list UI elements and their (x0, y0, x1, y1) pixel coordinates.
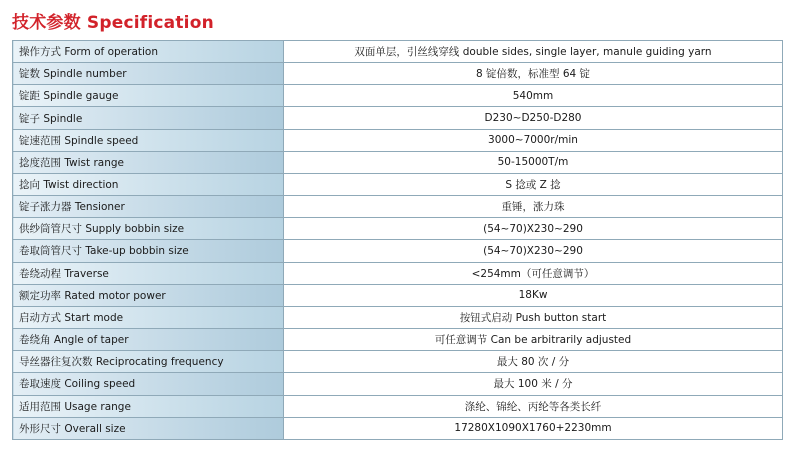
spec-value: 重锤，涨力珠 (284, 196, 783, 218)
spec-value: 按钮式启动 Push button start (284, 306, 783, 328)
table-row (13, 306, 783, 328)
table-row (13, 41, 783, 63)
spec-label: 锭数 Spindle number (13, 63, 284, 85)
table-row (13, 373, 783, 395)
spec-value: 最大 100 米 / 分 (284, 373, 783, 395)
table-row (13, 240, 783, 262)
spec-label: 外形尺寸 Overall size (13, 417, 284, 439)
spec-label: 捻度范围 Twist range (13, 151, 284, 173)
spec-value: 50-15000T/m (284, 151, 783, 173)
spec-label: 额定功率 Rated motor power (13, 284, 284, 306)
spec-value: 3000~7000r/min (284, 129, 783, 151)
spec-value: 8 锭倍数，标准型 64 锭 (284, 63, 783, 85)
spec-label: 导丝器往复次数 Reciprocating frequency (13, 351, 284, 373)
spec-value: 18Kw (284, 284, 783, 306)
table-row (13, 395, 783, 417)
spec-label: 锭子涨力器 Tensioner (13, 196, 284, 218)
spec-label: 锭速范围 Spindle speed (13, 129, 284, 151)
table-row (13, 417, 783, 439)
spec-value: 可任意调节 Can be arbitrarily adjusted (284, 329, 783, 351)
spec-label: 锭子 Spindle (13, 107, 284, 129)
spec-label: 卷取速度 Coiling speed (13, 373, 284, 395)
spec-label: 启动方式 Start mode (13, 306, 284, 328)
table-row (13, 262, 783, 284)
spec-value: <254mm（可任意调节） (284, 262, 783, 284)
table-row (13, 351, 783, 373)
table-row (13, 173, 783, 195)
spec-label: 适用范围 Usage range (13, 395, 284, 417)
spec-label: 操作方式 Form of operation (13, 41, 284, 63)
spec-value: S 捻或 Z 捻 (284, 173, 783, 195)
table-row (13, 107, 783, 129)
table-row (13, 284, 783, 306)
spec-value: 涤纶、锦纶、丙纶等各类长纤 (284, 395, 783, 417)
spec-value: 17280X1090X1760+2230mm (284, 417, 783, 439)
spec-label: 捻向 Twist direction (13, 173, 284, 195)
spec-value: D230~D250-D280 (284, 107, 783, 129)
spec-label: 卷绕动程 Traverse (13, 262, 284, 284)
spec-value: 双面单层，引丝线穿线 double sides, single layer, manule guiding yarn (284, 41, 783, 63)
table-row (13, 329, 783, 351)
table-row (13, 63, 783, 85)
table-row (13, 85, 783, 107)
spec-label: 卷取筒管尺寸 Take-up bobbin size (13, 240, 284, 262)
spec-value: (54~70)X230~290 (284, 240, 783, 262)
spec-label: 锭距 Spindle gauge (13, 85, 284, 107)
table-row (13, 129, 783, 151)
spec-value: 最大 80 次 / 分 (284, 351, 783, 373)
spec-value: 540mm (284, 85, 783, 107)
page-title: 技术参数 Specification (12, 13, 214, 33)
spec-label: 卷绕角 Angle of taper (13, 329, 284, 351)
specification-table (12, 40, 783, 440)
table-row (13, 218, 783, 240)
spec-label: 供纱筒管尺寸 Supply bobbin size (13, 218, 284, 240)
table-row (13, 196, 783, 218)
table-row (13, 151, 783, 173)
spec-value: (54~70)X230~290 (284, 218, 783, 240)
